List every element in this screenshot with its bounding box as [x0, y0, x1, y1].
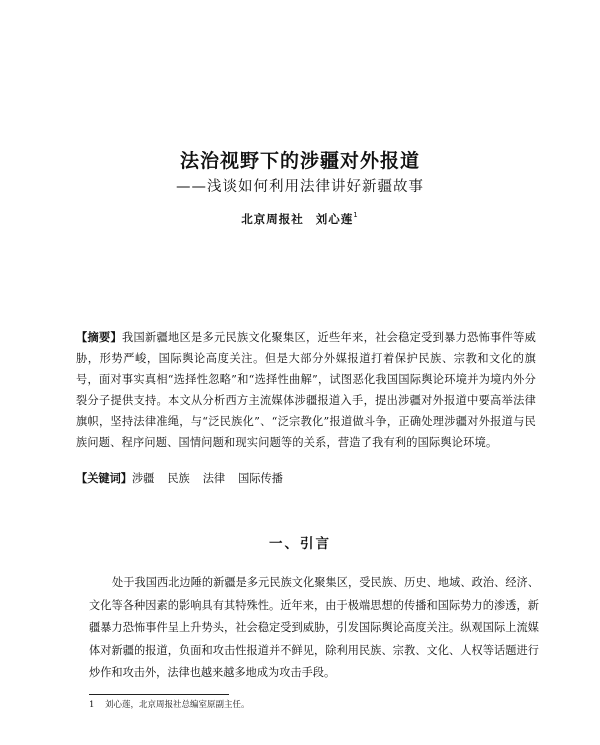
footnote-number: 1: [89, 700, 95, 710]
footnote-text: 刘心莲，北京周报社总编室原副主任。: [105, 700, 250, 710]
byline: [0, 211, 600, 227]
abstract-text: 我国新疆地区是多元民族文化聚集区，近些年来，社会稳定受到暴力恐怖事件等威胁，形势严峻，国际舆论高度关注。但是大部分外媒报道打着保护民族、宗教和文化的旗号，面对事实真相“选择性忽略”和“选择性曲解”，试图恶化我国国际舆论环境并为境内外分裂分子提供支持。本文从分析西方主流媒体涉疆报道入手，提出涉疆对外报道中要高举法律旗帜，坚持法律准绳，与“泛民族化”、“泛宗教化”报道做斗争，正确处理涉疆对外报道与民族问题、程序问题、国情问题和现实问题等的关系，营造了我有利的国际舆论环境。: [76, 331, 536, 450]
section-heading: 一、引言: [269, 536, 331, 552]
abstract-label: 【摘要】: [76, 330, 123, 344]
abstract: [76, 327, 536, 454]
keyword-item: 民族: [167, 472, 190, 485]
keyword-item: 涉疆: [131, 472, 155, 485]
keyword-item: 法律: [202, 472, 226, 485]
article-subtitle: ——浅谈如何利用法律讲好新疆故事: [176, 179, 424, 195]
keywords: [76, 468, 536, 489]
author-affiliation: 北京周报社: [241, 212, 304, 226]
keyword-item: 国际传播: [238, 472, 283, 485]
footnote-marker: 1: [353, 211, 359, 219]
article-title: 法治视野下的涉疆对外报道: [179, 150, 420, 172]
footnote: [89, 699, 539, 711]
author-name: 刘心莲: [315, 212, 354, 226]
footnote-divider: [89, 694, 229, 695]
body-paragraph: 处于我国西北边陲的新疆是多元民族文化聚集区，受民族、历史、地域、政治、经济、文化等各种因素的影响具有其特殊性。近年来，由于极端思想的传播和国际势力的渗透，新疆暴力恐怖事件呈上升势头，社会稳定受到威胁，引发国际舆论高度关注。纵观国际上流媒体对新疆的报道，负面和攻击性报道并不鲜见，除利用民族、宗教、文化、人权等话题进行炒作和攻击外，法律也越来越多地成为攻击手段。: [89, 576, 539, 679]
keywords-label: 【关键词】: [76, 471, 132, 485]
